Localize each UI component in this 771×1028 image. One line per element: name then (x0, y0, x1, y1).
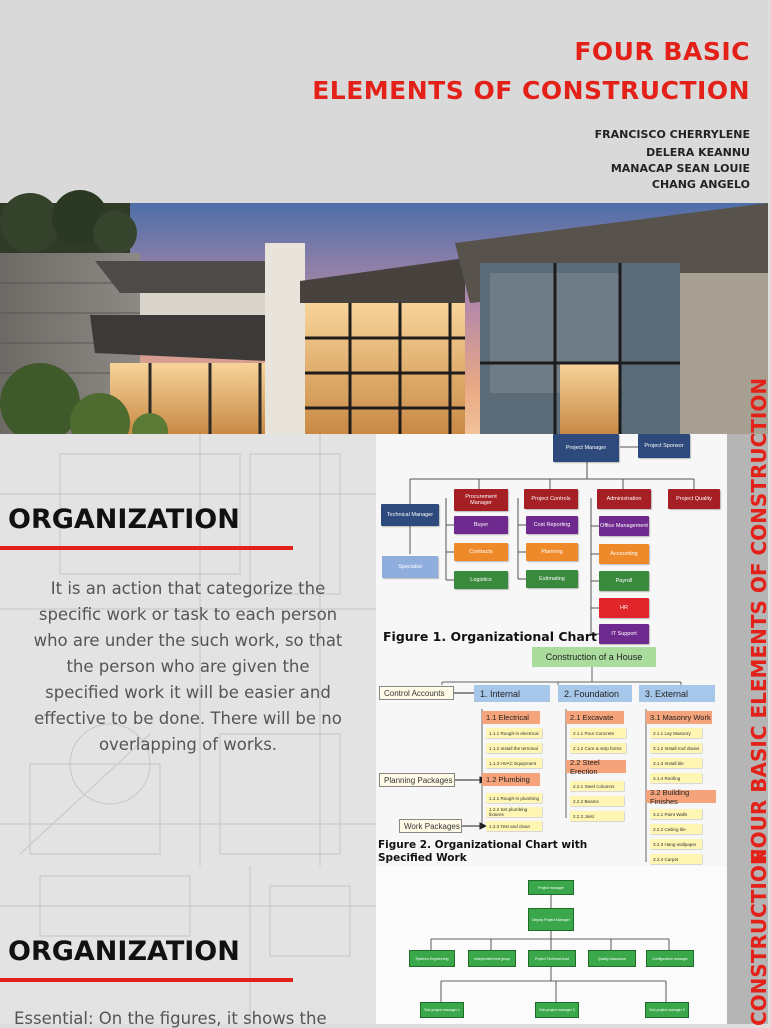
vertical-title-banner (727, 377, 771, 1026)
paragraph-line: overlapping of works. (98, 735, 278, 754)
org-node: Procurement Manager (454, 489, 508, 511)
wbs-item: 3.1.4 Roofing (650, 773, 702, 783)
org-node: Payroll (599, 571, 649, 591)
figure-2-wbs-chart (376, 646, 727, 866)
org-node: Planning (526, 543, 578, 561)
figure-caption-line: Figure 2. Organizational Chart with (378, 839, 588, 851)
org-node: IT Support (599, 624, 649, 644)
org-node: Sub-project manager 3 (645, 1002, 689, 1018)
org-node: Sub-project manager 1 (420, 1002, 464, 1018)
figure-3-org-chart (376, 866, 727, 1024)
org-node: Buyer (454, 516, 508, 534)
org-node: Quality Assurance (588, 950, 636, 967)
vertical-banner-text: FOUR BASIC ELEMENTS OF CONSTRUCTION (747, 377, 771, 862)
wbs-root: Construction of a House (532, 647, 656, 667)
heading-underline (0, 978, 293, 982)
paragraph-line: It is an action that categorize the (50, 579, 326, 598)
figure-caption-line: Specified Work (378, 852, 467, 864)
wbs-item: 1.2.2 Set plumbing fixtures (486, 807, 542, 817)
wbs-item: 3.2.4 Carpet (650, 854, 702, 864)
org-chart-connectors (376, 434, 727, 646)
wbs-item: 2.2.3 Joist (570, 811, 624, 821)
figure-caption: Figure 1. Organizational Chart (383, 629, 597, 644)
title-line-2: ELEMENTS OF CONSTRUCTION (312, 76, 750, 105)
wbs-item: 1.1.1 Rough-in electrical (486, 728, 542, 738)
wbs-control-account: 2. Foundation (558, 685, 632, 702)
wbs-control-account: 1. Internal (474, 685, 550, 702)
wbs-item: 3.1.3 Install tile (650, 758, 702, 768)
org-node: Project Manager (553, 434, 619, 462)
wbs-item: 3.2.2 Ceiling tile (650, 824, 702, 834)
wbs-item: 1.1.3 HVAC Equipment (486, 758, 542, 768)
paragraph-line: specific work or task to each person (38, 605, 338, 624)
wbs-item: 1.1.2 Install the terminal (486, 743, 542, 753)
wbs-item: 2.2.2 Beams (570, 796, 624, 806)
org-node: Contracts (454, 543, 508, 561)
paragraph-line: who are under the such work, so that (33, 631, 343, 650)
org-node: Office Management (599, 516, 649, 536)
wbs-item: 1.2.1 Rough-in plumbing (486, 793, 542, 803)
wbs-item: 3.1.2 Install roof drains (650, 743, 702, 753)
section-heading: ORGANIZATION (8, 936, 240, 967)
wbs-control-account: 3. External (639, 685, 715, 702)
section-heading: ORGANIZATION (8, 504, 240, 535)
paragraph-line: the person who are given the (66, 657, 310, 676)
org-node: HR (599, 598, 649, 618)
wbs-subpackage: 1.2 Plumbing (482, 773, 540, 786)
org-node: Specialist (382, 556, 438, 578)
org-node: Administration (597, 489, 651, 509)
wbs-item: 1.2.3 Test and clean (486, 821, 542, 831)
wbs-item: 3.2.3 Hang wallpaper (650, 839, 702, 849)
package-label: Planning Packages (379, 773, 455, 787)
organization-definition (26, 576, 350, 758)
org-node: Configuration manager (646, 950, 694, 967)
paragraph-line: effective to be done. There will be no (34, 709, 342, 728)
wbs-item: 2.2.1 Steel Columns (570, 781, 624, 791)
paragraph-line: specified work it will be easier and (45, 683, 331, 702)
wbs-subpackage: 3.1 Masonry Work (646, 711, 712, 724)
wbs-item: 2.1.2 Cure & strip forms (570, 743, 626, 753)
title-header (0, 0, 768, 203)
wbs-subpackage: 1.1 Electrical (482, 711, 540, 724)
heading-underline (0, 546, 293, 550)
org-node: Cost Reporting (526, 516, 578, 534)
wbs-subpackage: 2.1 Excavate (566, 711, 624, 724)
wbs-subpackage: 3.2 Building Finishes (646, 790, 716, 803)
figure-caption (378, 839, 587, 865)
house-photo (0, 203, 768, 434)
org-node: Deputy Project Manager (528, 908, 574, 931)
org-node: Project Technical lead (528, 950, 576, 967)
author-name: MANACAP SEAN LOUIE (610, 162, 750, 175)
author-name: DELERA KEANNU (646, 146, 750, 159)
paragraph-start: Essential: On the figures, it shows the (14, 1009, 327, 1028)
wbs-subpackage: 2.2 Steel Erection (566, 760, 626, 773)
org-node: Project Quality (668, 489, 720, 509)
package-label: Work Packages (399, 819, 462, 833)
org-node: Project Sponsor (638, 434, 690, 458)
org-node: Project manager (528, 880, 574, 895)
org-node: Sub-project manager 2 (535, 1002, 579, 1018)
org-node: Systems Engineering (409, 950, 455, 967)
org-node: Accounting (599, 544, 649, 564)
organization-section-2 (0, 866, 376, 1028)
org-node: Project Controls (524, 489, 578, 509)
figure-1-org-chart (376, 434, 727, 646)
org-node: Logistics (454, 571, 508, 589)
package-label: Control Accounts (379, 686, 454, 700)
author-name: FRANCISCO CHERRYLENE (594, 128, 750, 141)
organization-section-1 (0, 434, 376, 866)
org-node: Estimating (526, 570, 578, 588)
wbs-item: 3.1.1 Lay Masonry (650, 728, 702, 738)
vertical-banner-text: CONSTRUCTION (747, 848, 771, 1026)
wbs-item: 3.2.1 Paint Walls (650, 809, 702, 819)
author-name: CHANG ANGELO (651, 178, 750, 191)
org-node: Technical Manager (381, 504, 439, 526)
org-node: Independent test group (468, 950, 516, 967)
wbs-item: 2.1.1 Pour Concrete (570, 728, 626, 738)
title-line-1: FOUR BASIC (574, 37, 750, 66)
